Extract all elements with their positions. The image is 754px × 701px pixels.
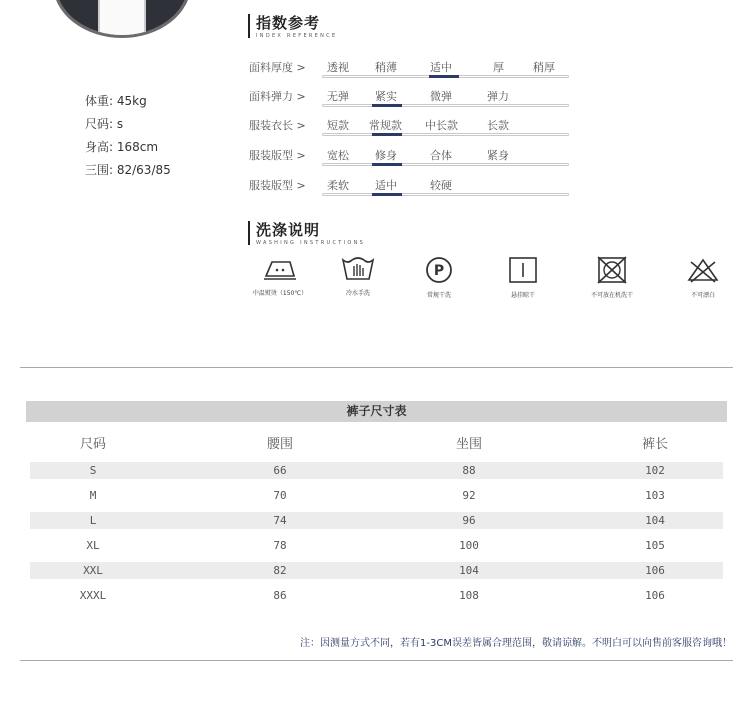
index-row-label: 服装版型 > bbox=[249, 179, 306, 192]
cell-size: S bbox=[89, 464, 97, 477]
cell-hip: 88 bbox=[462, 464, 476, 477]
index-selected-marker bbox=[429, 75, 459, 78]
cell-length: 105 bbox=[645, 539, 665, 552]
index-option: 短款 bbox=[327, 119, 349, 132]
index-option: 弹力 bbox=[487, 90, 509, 103]
cell-size: XXXL bbox=[79, 589, 107, 602]
bottom-divider bbox=[20, 660, 733, 661]
iron-medium-icon bbox=[262, 256, 298, 282]
line-dry-icon bbox=[505, 256, 541, 284]
index-option: 厚 bbox=[493, 61, 504, 74]
cell-waist: 86 bbox=[273, 589, 287, 602]
model-measurements: 三围: 82/63/85 bbox=[85, 163, 171, 177]
model-size: 尺码: s bbox=[85, 117, 124, 131]
wash-caption: 冷水手洗 bbox=[345, 290, 370, 297]
index-row-label: 服装衣长 > bbox=[249, 119, 306, 132]
index-row-softness bbox=[249, 177, 589, 201]
index-option: 无弹 bbox=[327, 90, 349, 103]
index-subtitle: INDEX REFERENCE bbox=[256, 33, 338, 39]
cell-waist: 70 bbox=[273, 489, 287, 502]
cell-length: 103 bbox=[645, 489, 665, 502]
index-selected-marker bbox=[372, 193, 402, 196]
cell-length: 104 bbox=[645, 514, 665, 527]
index-option: 适中 bbox=[375, 179, 397, 192]
index-row-fit bbox=[249, 147, 589, 171]
table-row bbox=[30, 587, 723, 604]
cell-waist: 78 bbox=[273, 539, 287, 552]
wash-caption: 不可放在机洗干 bbox=[590, 292, 633, 299]
svg-text:P: P bbox=[433, 263, 445, 279]
index-option: 紧实 bbox=[375, 90, 397, 103]
header-length: 裤长 bbox=[641, 437, 668, 452]
header-hip: 坐围 bbox=[455, 437, 482, 452]
model-height: 身高: 168cm bbox=[85, 140, 159, 154]
index-title: 指数参考 bbox=[256, 14, 321, 32]
cell-hip: 100 bbox=[459, 539, 479, 552]
index-row-label: 面料弹力 > bbox=[249, 90, 306, 103]
cell-length: 106 bbox=[645, 564, 665, 577]
table-row bbox=[30, 462, 723, 479]
index-scale-line bbox=[322, 133, 569, 136]
cell-size: XL bbox=[86, 539, 100, 552]
index-selected-marker bbox=[372, 163, 402, 166]
index-option: 常规款 bbox=[369, 119, 402, 132]
washing-title: 洗涤说明 bbox=[256, 221, 321, 239]
index-option: 稍厚 bbox=[533, 61, 555, 74]
cell-size: M bbox=[89, 489, 97, 502]
wash-item bbox=[328, 256, 388, 297]
index-row-elasticity bbox=[249, 88, 589, 112]
no-bleach-icon bbox=[685, 256, 721, 284]
cell-hip: 92 bbox=[462, 489, 476, 502]
index-row-thickness bbox=[249, 59, 589, 83]
wash-caption: 悬挂晾干 bbox=[510, 292, 535, 299]
index-scale-line bbox=[322, 163, 569, 166]
table-row bbox=[30, 512, 723, 529]
cell-size: XXL bbox=[83, 564, 103, 577]
index-option: 适中 bbox=[430, 61, 452, 74]
cell-waist: 66 bbox=[273, 464, 287, 477]
index-option: 长款 bbox=[487, 119, 509, 132]
dry-clean-icon bbox=[421, 256, 457, 284]
header-size: 尺码 bbox=[79, 437, 106, 452]
index-scale-line bbox=[322, 104, 569, 107]
wash-item bbox=[493, 256, 553, 299]
washing-subtitle: WASHING INSTRUCTIONS bbox=[256, 240, 366, 246]
wash-item bbox=[582, 256, 642, 299]
index-option: 修身 bbox=[375, 149, 397, 162]
index-row-length bbox=[249, 117, 589, 141]
cell-length: 106 bbox=[645, 589, 665, 602]
cell-waist: 82 bbox=[273, 564, 287, 577]
index-option: 较硬 bbox=[430, 179, 452, 192]
index-option: 微弹 bbox=[430, 90, 452, 103]
cell-hip: 96 bbox=[462, 514, 476, 527]
model-weight: 体重: 45kg bbox=[85, 94, 147, 108]
table-row bbox=[30, 562, 723, 579]
measurement-note: 注：因测量方式不同，若有1-3CM误差皆属合理范围，敬请谅解。不明白可以向售前客服咨询哦！ bbox=[300, 638, 732, 649]
cell-waist: 74 bbox=[273, 514, 287, 527]
cell-hip: 108 bbox=[459, 589, 479, 602]
cell-length: 102 bbox=[645, 464, 665, 477]
washing-title-bar bbox=[248, 221, 250, 245]
size-table-header bbox=[30, 436, 723, 453]
index-option: 柔软 bbox=[327, 179, 349, 192]
index-option: 宽松 bbox=[327, 149, 349, 162]
index-selected-marker bbox=[372, 133, 402, 136]
index-option: 中长款 bbox=[425, 119, 458, 132]
wash-caption: 不可漂白 bbox=[690, 292, 715, 299]
model-info bbox=[85, 90, 171, 182]
index-row-label: 面料厚度 > bbox=[249, 61, 306, 74]
cell-hip: 104 bbox=[459, 564, 479, 577]
size-table-title: 裤子尺寸表 bbox=[26, 401, 727, 422]
section-divider bbox=[20, 367, 733, 368]
wash-item bbox=[673, 256, 733, 299]
wash-item bbox=[409, 256, 469, 299]
cell-size: L bbox=[89, 514, 97, 527]
table-row bbox=[30, 537, 723, 554]
index-option: 稍薄 bbox=[375, 61, 397, 74]
wash-caption: 中温熨烫（150℃） bbox=[252, 290, 308, 297]
index-title-bar bbox=[248, 14, 250, 38]
no-tumble-dry-icon bbox=[594, 256, 630, 284]
index-row-label: 服装版型 > bbox=[249, 149, 306, 162]
model-photo bbox=[53, 0, 191, 38]
index-scale-line bbox=[322, 193, 569, 196]
hand-wash-icon bbox=[340, 256, 376, 282]
shirt bbox=[98, 0, 146, 38]
index-option: 合体 bbox=[430, 149, 452, 162]
wash-item bbox=[250, 256, 310, 297]
index-selected-marker bbox=[372, 104, 402, 107]
index-option: 透视 bbox=[327, 61, 349, 74]
header-waist: 腰围 bbox=[266, 437, 293, 452]
index-option: 紧身 bbox=[487, 149, 509, 162]
wash-caption: 常规干洗 bbox=[426, 292, 451, 299]
table-row bbox=[30, 487, 723, 504]
